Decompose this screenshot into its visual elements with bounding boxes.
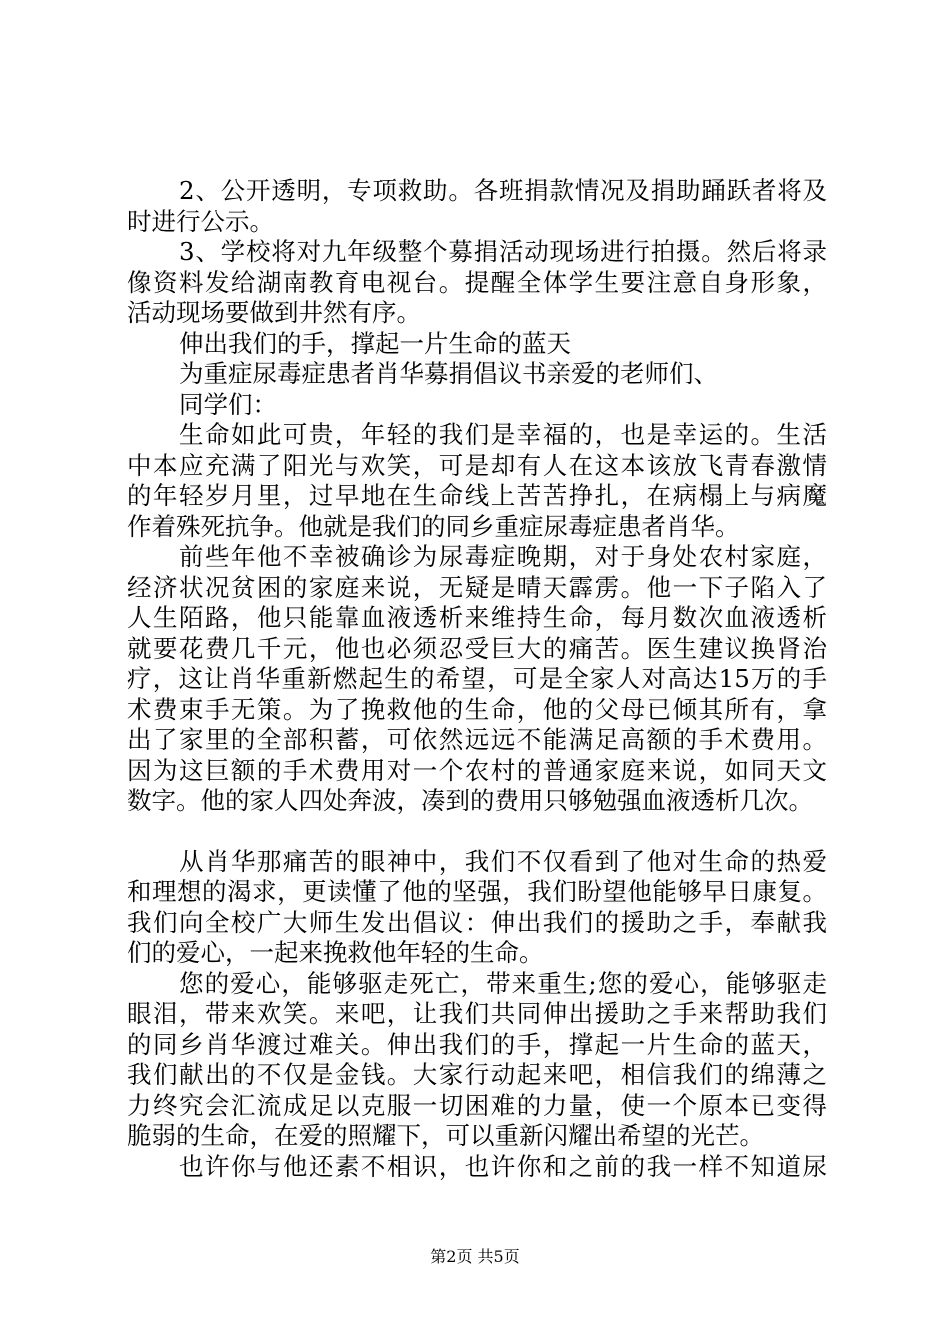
text-line: 伸出我们的手，撑起一片生命的蓝天 xyxy=(179,328,571,358)
text-line: 时进行公示。 xyxy=(127,206,274,236)
paragraph xyxy=(127,847,827,969)
paragraph xyxy=(127,542,827,817)
paragraph-gap xyxy=(127,817,827,847)
text-line: 为重症尿毒症患者肖华募捐倡议书亲爱的老师们、 xyxy=(179,359,718,388)
paragraph xyxy=(127,420,827,542)
text-line: 的年轻岁月里，过早地在生命线上苦苦挣扎，在病榻上与病魔 xyxy=(127,481,827,510)
text-line: 3、学校将对九年级整个募捐活动现场进行拍摄。然后将录 xyxy=(179,237,827,266)
text-line: 经济状况贫困的家庭来说，无疑是晴天霹雳。他一下子陷入了 xyxy=(127,572,827,602)
text-line: 也许你与他还素不相识，也许你和之前的我一样不知道尿 xyxy=(179,1151,827,1181)
paragraph xyxy=(127,359,827,390)
text-line: 因为这巨额的手术费用对一个农村的普通家庭来说，如同天文 xyxy=(127,755,827,785)
text-line: 出了家里的全部积蓄，可依然远远不能满足高额的手术费用。 xyxy=(127,725,827,754)
paragraph xyxy=(127,390,827,421)
text-line: 就要花费几千元，他也必须忍受巨大的痛苦。医生建议换肾治 xyxy=(127,633,827,663)
text-line: 和理想的渴求，更读懂了他的坚强，我们盼望他能够早日康复。 xyxy=(127,877,827,906)
text-line: 我们向全校广大师生发出倡议：伸出我们的援助之手，奉献我 xyxy=(127,907,827,937)
text-line: 们的爱心，一起来挽救他年轻的生命。 xyxy=(127,938,544,967)
document-body xyxy=(127,176,827,1182)
paragraph xyxy=(127,329,827,360)
text-line: 像资料发给湖南教育电视台。提醒全体学生要注意自身形象， xyxy=(127,267,827,297)
paragraph xyxy=(127,237,827,329)
text-line: 人生陌路，他只能靠血液透析来维持生命，每月数次血液透析 xyxy=(127,603,827,632)
text-line: 同学们： xyxy=(179,389,277,419)
text-line: 的同乡肖华渡过难关。伸出我们的手，撑起一片生命的蓝天， xyxy=(127,1029,827,1059)
paragraph xyxy=(127,176,827,237)
text-line: 从肖华那痛苦的眼神中，我们不仅看到了他对生命的热爱 xyxy=(179,846,827,876)
text-line: 术费束手无策。为了挽救他的生命，他的父母已倾其所有，拿 xyxy=(127,694,827,724)
text-line: 我们献出的不仅是金钱。大家行动起来吧，相信我们的绵薄之 xyxy=(127,1060,827,1089)
text-line: 疗，这让肖华重新燃起生的希望，可是全家人对高达15万的手 xyxy=(127,664,827,693)
text-line: 活动现场要做到井然有序。 xyxy=(127,298,421,327)
text-line: 作着殊死抗争。他就是我们的同乡重症尿毒症患者肖华。 xyxy=(127,511,740,541)
page-footer: 第2页 共5页 xyxy=(430,1247,520,1266)
text-line: 生命如此可贵，年轻的我们是幸福的，也是幸运的。生活 xyxy=(179,420,827,449)
text-line: 力终究会汇流成足以克服一切困难的力量，使一个原本已变得 xyxy=(127,1090,827,1120)
text-line: 前些年他不幸被确诊为尿毒症晚期，对于身处农村家庭， xyxy=(179,542,827,571)
text-line: 数字。他的家人四处奔波，凑到的费用只够勉强血液透析几次。 xyxy=(127,786,813,815)
text-line: 您的爱心，能够驱走死亡，带来重生;您的爱心，能够驱走 xyxy=(179,968,827,998)
text-line: 中本应充满了阳光与欢笑，可是却有人在这本该放飞青春激情 xyxy=(127,450,827,480)
paragraph xyxy=(127,969,827,1152)
text-line: 脆弱的生命，在爱的照耀下，可以重新闪耀出希望的光芒。 xyxy=(127,1121,764,1150)
paragraph xyxy=(127,1152,827,1183)
text-line: 眼泪，带来欢笑。来吧，让我们共同伸出援助之手来帮助我们 xyxy=(127,999,827,1028)
text-line: 2、公开透明，专项救助。各班捐款情况及捐助踊跃者将及 xyxy=(179,176,827,205)
